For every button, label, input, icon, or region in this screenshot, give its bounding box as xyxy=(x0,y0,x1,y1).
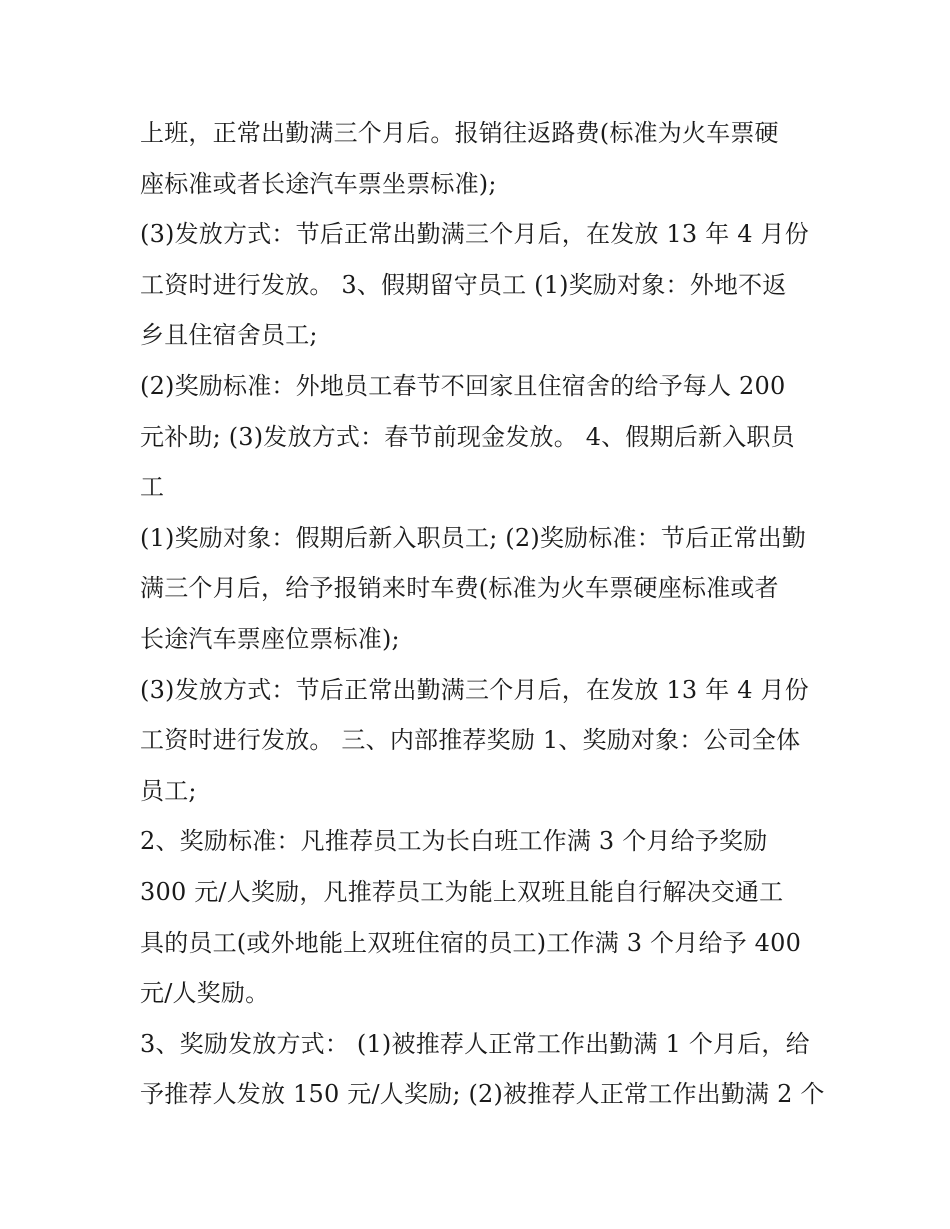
text-line: 予推荐人发放 150 元/人奖励; (2)被推荐人正常工作出勤满 2 个 xyxy=(140,1080,825,1109)
text-line: 员工; xyxy=(140,776,197,805)
text-line: (3)发放方式：节后正常出勤满三个月后，在发放 13 年 4 月份 xyxy=(140,675,809,704)
text-line: (2)奖励标准：外地员工春节不回家且住宿舍的给予每人 200 xyxy=(140,371,786,400)
document-body xyxy=(140,108,825,1120)
text-line: 工 xyxy=(140,473,165,502)
text-line: 座标准或者长途汽车票坐票标准); xyxy=(140,169,497,198)
text-line: 长途汽车票座位票标准); xyxy=(140,624,400,653)
text-line: 300 元/人奖励，凡推荐员工为能上双班且能自行解决交通工 xyxy=(140,877,784,906)
text-line: 工资时进行发放。 三、内部推荐奖励 1、奖励对象：公司全体 xyxy=(140,726,801,755)
text-line: 具的员工(或外地能上双班住宿的员工)工作满 3 个月给予 400 xyxy=(140,928,802,957)
text-line: 乡且住宿舍员工; xyxy=(140,321,318,350)
text-line: (3)发放方式：节后正常出勤满三个月后，在发放 13 年 4 月份 xyxy=(140,220,809,249)
text-line: 元/人奖励。 xyxy=(140,979,270,1008)
text-line: (1)奖励对象：假期后新入职员工; (2)奖励标准：节后正常出勤 xyxy=(140,523,807,552)
text-line: 满三个月后，给予报销来时车费(标准为火车票硬座标准或者 xyxy=(140,574,779,603)
text-line: 工资时进行发放。 3、假期留守员工 (1)奖励对象：外地不返 xyxy=(140,270,787,299)
text-line: 2、奖励标准：凡推荐员工为长白班工作满 3 个月给予奖励 xyxy=(140,827,768,856)
text-line: 上班，正常出勤满三个月后。报销往返路费(标准为火车票硬 xyxy=(140,119,779,147)
text-line: 3、奖励发放方式： (1)被推荐人正常工作出勤满 1 个月后，给 xyxy=(140,1029,810,1058)
text-line: 元补助; (3)发放方式：春节前现金发放。 4、假期后新入职员 xyxy=(140,422,795,451)
